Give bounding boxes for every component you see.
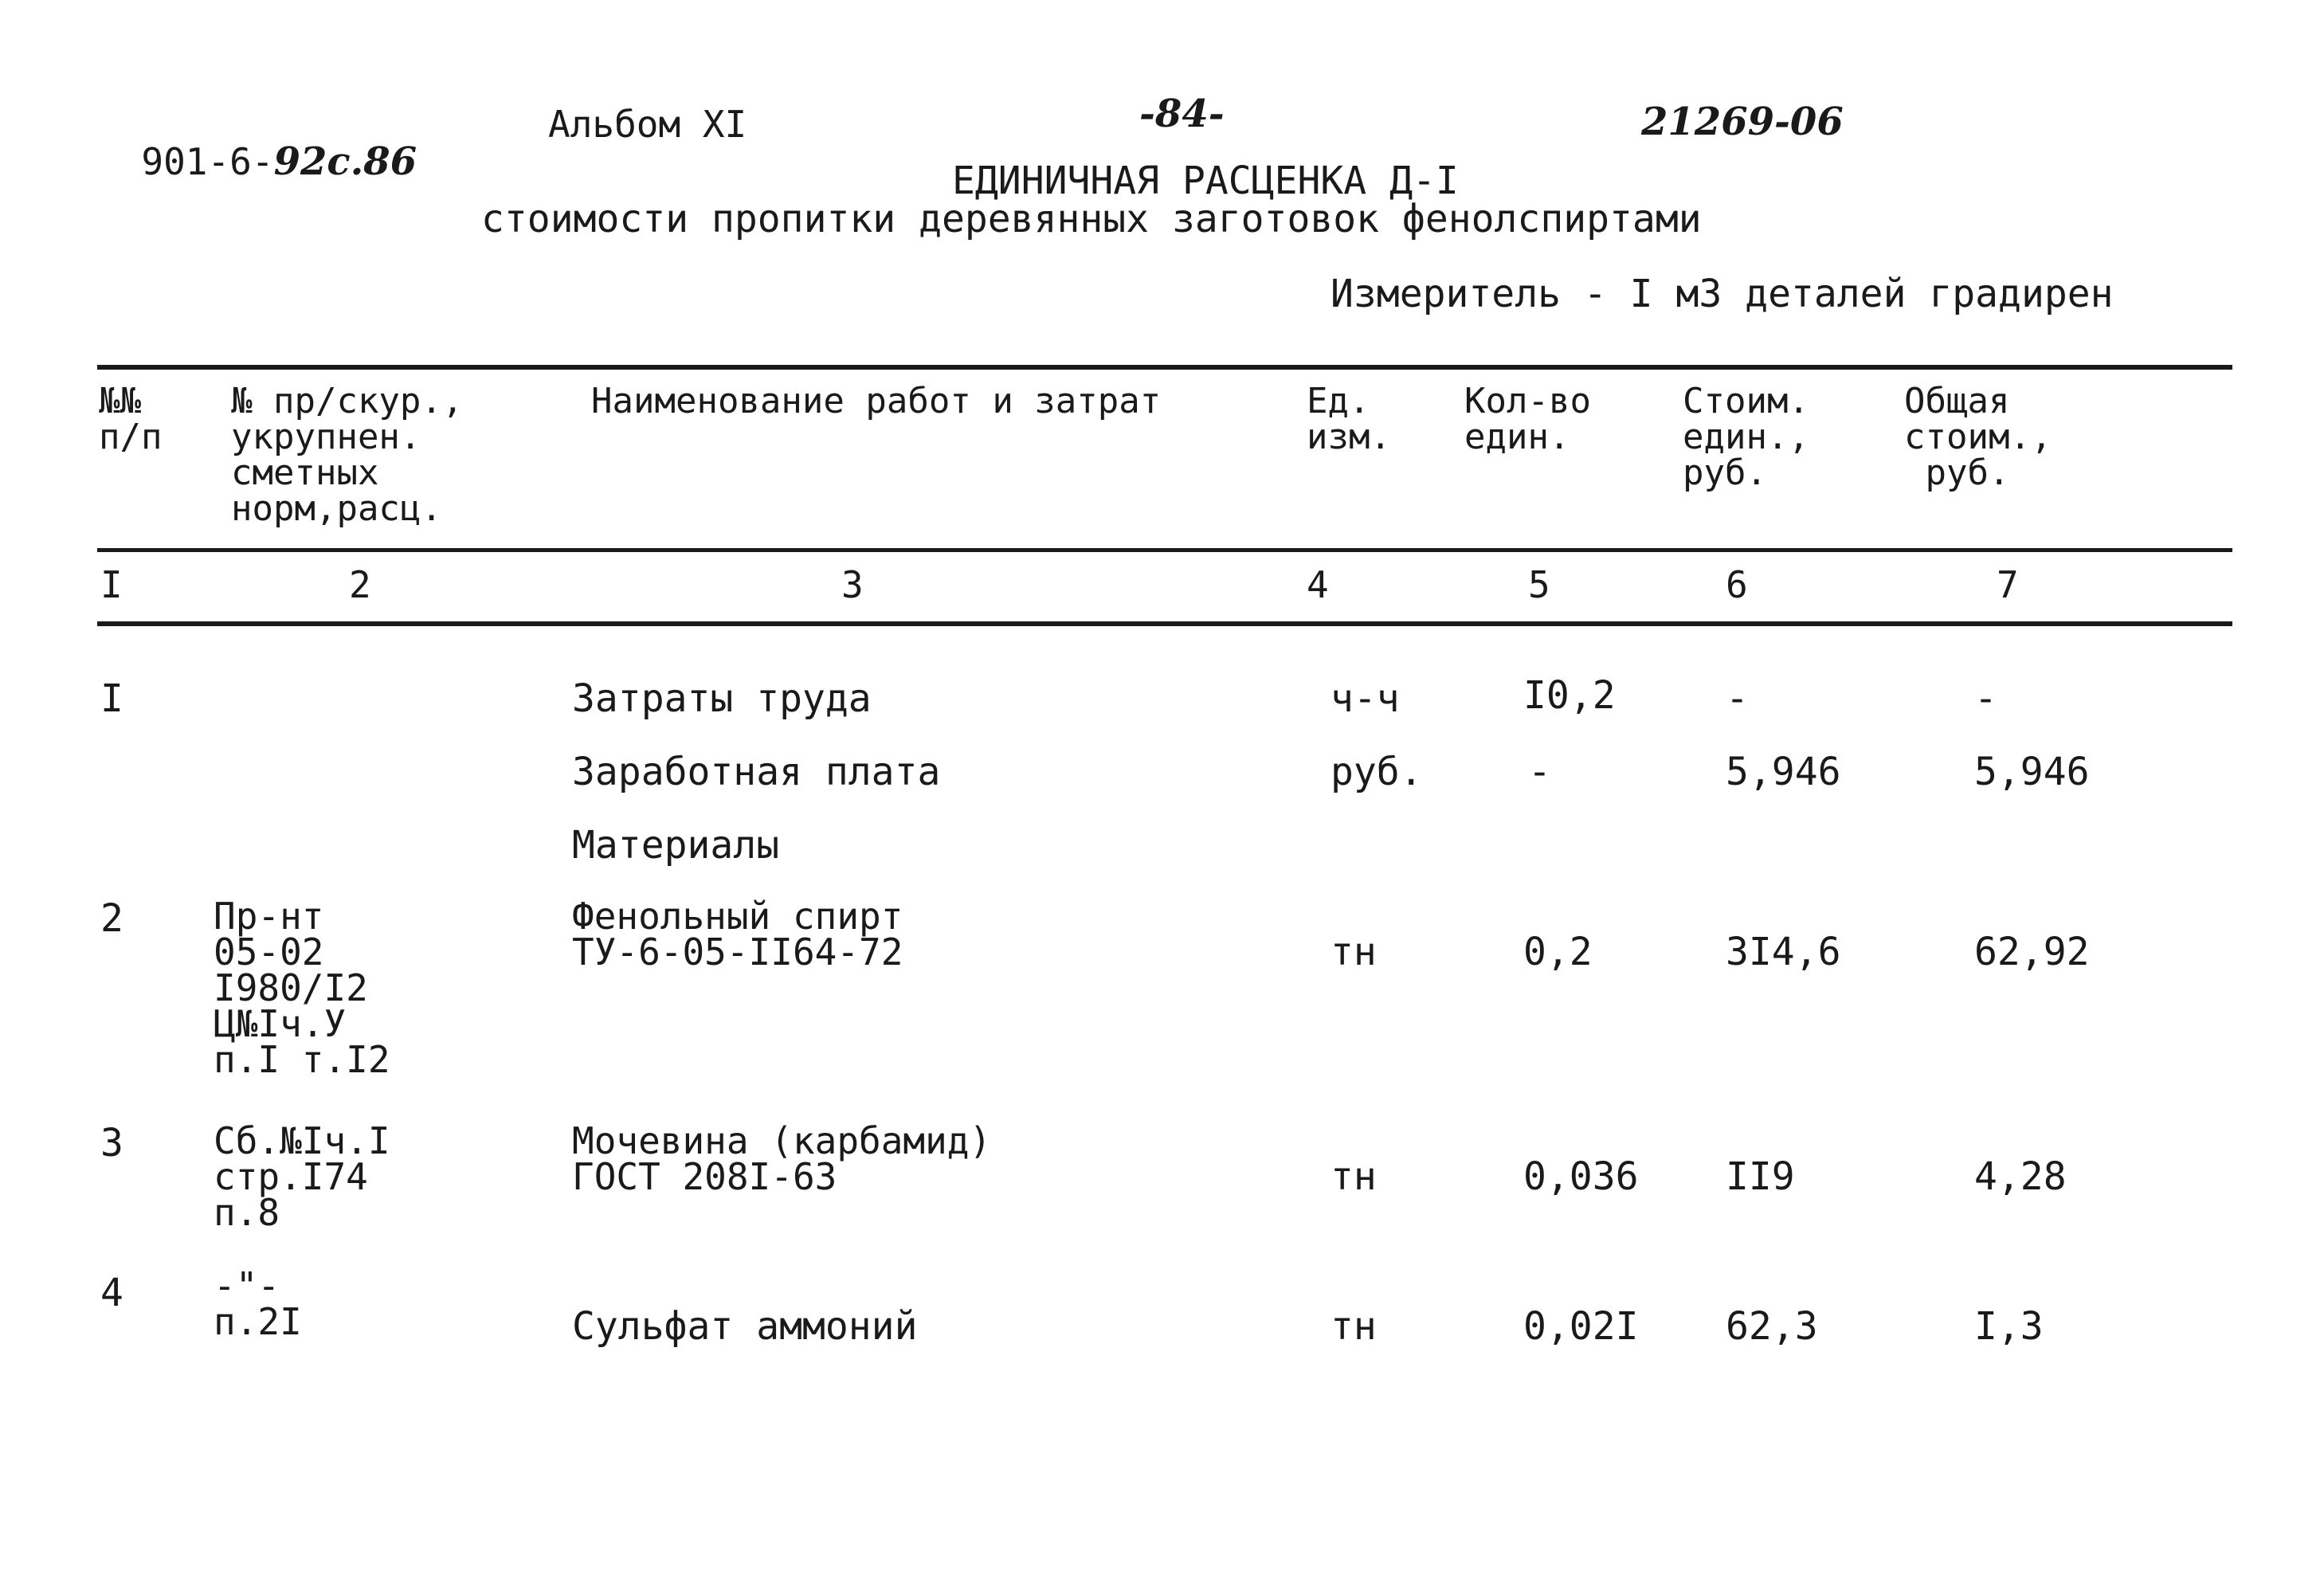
table-top-rule: [97, 365, 2232, 370]
row-name: Затраты труда: [572, 676, 872, 721]
row-qty: I0,2: [1523, 673, 1616, 718]
row-unit: тн: [1331, 1154, 1377, 1199]
row-name: Фенольный спирт ТУ-6-05-II64-72: [572, 895, 903, 974]
row-qty: -: [1528, 750, 1551, 794]
col-header-name: Наименование работ и затрат: [591, 381, 1162, 421]
column-numbers-rule: [97, 621, 2232, 626]
row-ref: Пр-нт 05-02 I980/I2 Ц№Iч.У п.I т.I2: [214, 895, 390, 1082]
row-unit: руб.: [1331, 750, 1423, 794]
col-header-unit: Ед. изм.: [1307, 381, 1391, 457]
row-unit: ч-ч: [1331, 676, 1400, 721]
row-total: -: [1974, 676, 1997, 721]
row-price: -: [1726, 676, 1749, 721]
header-bottom-rule: [97, 548, 2232, 552]
col-number-1: I: [100, 563, 123, 606]
col-number-7: 7: [1997, 563, 2019, 606]
row-unit: тн: [1331, 930, 1377, 974]
col-number-3: 3: [841, 563, 864, 606]
row-total: 4,28: [1974, 1154, 2067, 1199]
col-header-total: Общая стоим., руб.: [1904, 381, 2052, 493]
row-ref: Сб.№Iч.I стр.I74 п.8: [214, 1119, 390, 1235]
album-label: Альбом XI: [548, 103, 747, 146]
row-num: I: [100, 676, 123, 721]
measure-line: Измеритель - I м3 деталей градирен: [1331, 272, 2114, 316]
col-header-ref: № пр/скур., укрупнен. сметных норм,расц.: [231, 381, 464, 529]
col-number-5: 5: [1528, 563, 1550, 606]
row-name: Мочевина (карбамид) ГОСТ 208I-63: [572, 1119, 992, 1199]
page-number: -84-: [1139, 92, 1225, 136]
row-num: 3: [100, 1121, 123, 1166]
title-line-1: ЕДИНИЧНАЯ РАСЦЕНКА Д-I: [952, 159, 1459, 203]
row-num: 2: [100, 896, 123, 941]
row-name: Сульфат аммоний: [572, 1304, 918, 1349]
col-header-num: №№ п/п: [99, 381, 163, 457]
sheet-code: 21269-06: [1641, 100, 1844, 144]
col-header-price: Стоим. един., руб.: [1683, 381, 1809, 493]
row-price: 62,3: [1726, 1304, 1818, 1349]
row-total: I,3: [1974, 1304, 2044, 1349]
row-ref: -"- п.2I: [214, 1264, 302, 1344]
row-name: Материалы: [572, 823, 780, 868]
row-unit: тн: [1331, 1304, 1377, 1349]
document-code-handwritten: 92с.86: [273, 139, 417, 185]
row-total: 62,92: [1974, 930, 2090, 974]
col-number-2: 2: [349, 563, 371, 606]
row-num: 4: [100, 1271, 123, 1315]
row-name: Заработная плата: [572, 750, 941, 794]
row-price: 5,946: [1726, 750, 1841, 794]
col-number-4: 4: [1307, 563, 1329, 606]
document-code-printed: 901-6-: [141, 140, 274, 184]
row-price: 3I4,6: [1726, 930, 1841, 974]
col-number-6: 6: [1726, 563, 1748, 606]
row-qty: 0,2: [1523, 930, 1593, 974]
row-qty: 0,02I: [1523, 1304, 1639, 1349]
title-line-2: стоимости пропитки деревянных заготовок фенолспиртами: [481, 197, 1702, 241]
row-price: II9: [1726, 1154, 1795, 1199]
col-header-qty: Кол-во един.: [1464, 381, 1591, 457]
row-qty: 0,036: [1523, 1154, 1639, 1199]
row-total: 5,946: [1974, 750, 2090, 794]
document-code: [97, 104, 417, 185]
